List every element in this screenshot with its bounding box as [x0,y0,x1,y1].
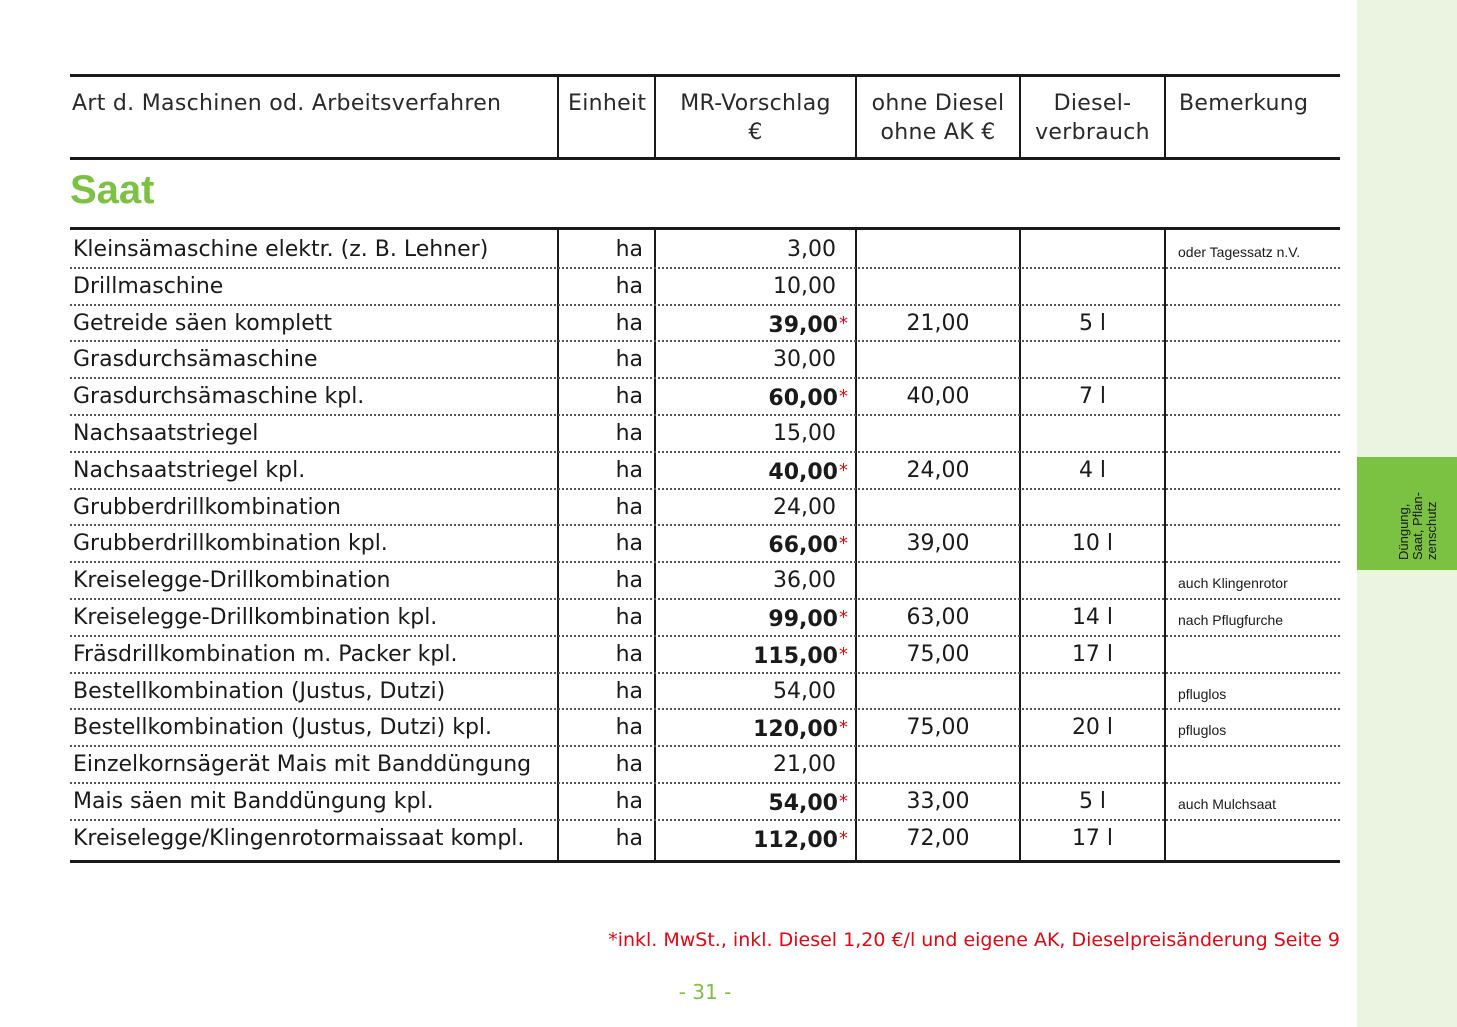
row-name: Bestellkombination (Justus, Dutzi) [73,679,446,704]
header-col-ohne [857,89,1019,147]
row-unit: ha [615,679,643,704]
footnote: *inkl. MwSt., inkl. Diesel 1,20 €/l und eigene AK, Dieselpreisänderung Seite 9 [608,929,1340,951]
header-col-remark: Bemerkung [1179,91,1309,116]
row-unit: ha [615,826,643,851]
row-unit: ha [615,531,643,556]
row-remark: oder Tagessatz n.V. [1178,244,1301,260]
row-ohne-diesel [857,674,1019,711]
row-name: Drillmaschine [73,274,224,299]
table-row [0,342,1457,379]
row-name: Einzelkornsägerät Mais mit Banddüngung [73,752,532,777]
row-mr-star: * [839,607,848,628]
row-unit: ha [615,752,643,777]
row-mr-price [655,379,848,416]
row-unit: ha [615,789,643,814]
table-row [0,784,1457,821]
row-unit: ha [615,421,643,446]
row-mr-star: * [839,460,848,481]
row-diesel-consumption: 5 l [1078,789,1107,814]
row-unit: ha [615,347,643,372]
row-name: Grasdurchsämaschine [73,347,318,372]
table-row [0,674,1457,711]
row-ohne-diesel [857,747,1019,784]
header-top-rule [70,74,1340,77]
table-row [0,710,1457,747]
row-mr-value: 115,00 [753,644,838,669]
header-col-diesel-line2: verbrauch [1035,120,1150,145]
chapter-tab-line-3: zenschutz [1424,501,1439,560]
header-col-mr [656,89,855,147]
row-mr-price [655,674,848,711]
row-ohne-diesel [857,490,1019,527]
row-ohne-diesel: 39,00 [906,531,970,556]
row-mr-star: * [839,313,848,334]
row-diesel-consumption [1021,747,1164,784]
row-mr-value: 39,00 [768,313,838,338]
row-mr-price [655,269,848,306]
row-mr-price [655,637,848,674]
row-diesel-consumption: 10 l [1071,531,1114,556]
row-ohne-diesel [857,416,1019,453]
table-row [0,379,1457,416]
row-mr-price [655,342,848,379]
header-col-name: Art d. Maschinen od. Arbeitsverfahren [72,91,502,116]
row-diesel-consumption [1021,490,1164,527]
row-ohne-diesel [857,342,1019,379]
row-remark: auch Mulchsaat [1178,796,1277,812]
header-col-mr-line1: MR-Vorschlag [680,91,831,116]
chapter-tab-line-1: Düngung, [1396,503,1411,560]
row-mr-value: 3,00 [787,237,836,262]
row-mr-value: 112,00 [753,828,838,853]
row-mr-price [655,710,848,747]
row-mr-price [655,600,848,637]
row-mr-price [655,306,848,343]
header-col-unit: Einheit [568,91,647,116]
row-mr-value: 60,00 [768,386,838,411]
row-diesel-consumption [1021,232,1164,269]
row-mr-star: * [839,533,848,554]
row-remark: auch Klingenrotor [1178,575,1288,591]
row-ohne-diesel: 21,00 [906,311,970,336]
row-diesel-consumption [1021,416,1164,453]
row-remark: nach Pflugfurche [1178,612,1284,628]
row-mr-value: 54,00 [768,791,838,816]
row-mr-value: 54,00 [773,679,836,704]
row-ohne-diesel: 24,00 [906,458,970,483]
row-name: Grubberdrillkombination kpl. [73,531,388,556]
row-mr-price [655,747,848,784]
row-diesel-consumption: 7 l [1078,384,1107,409]
row-ohne-diesel: 33,00 [906,789,970,814]
header-col-mr-line2: € [748,120,763,145]
table-row [0,232,1457,269]
table-row [0,269,1457,306]
row-name: Mais säen mit Banddüngung kpl. [73,789,434,814]
row-unit: ha [615,715,643,740]
row-mr-star: * [839,828,848,849]
row-diesel-consumption [1021,269,1164,306]
row-ohne-diesel [857,563,1019,600]
table-row [0,306,1457,343]
row-unit: ha [615,605,643,630]
table-row [0,747,1457,784]
row-name: Kreiselegge/Klingenrotormaissaat kompl. [73,826,525,851]
header-col-diesel-line1: Diesel- [1053,91,1132,116]
row-mr-price [655,232,848,269]
row-mr-value: 15,00 [773,421,836,446]
header-col-diesel [1021,89,1164,147]
row-ohne-diesel: 63,00 [906,605,970,630]
row-mr-value: 40,00 [768,460,838,485]
row-mr-value: 99,00 [768,607,838,632]
row-unit: ha [615,642,643,667]
row-mr-value: 66,00 [768,533,838,558]
row-diesel-consumption [1021,674,1164,711]
row-name: Getreide säen komplett [73,311,333,336]
row-mr-value: 30,00 [773,347,836,372]
row-mr-value: 36,00 [773,568,836,593]
row-unit: ha [615,568,643,593]
row-mr-price [655,490,848,527]
row-mr-price [655,453,848,490]
row-remark: pfluglos [1178,722,1227,738]
table-row [0,637,1457,674]
row-diesel-consumption: 14 l [1071,605,1114,630]
header-divider-5 [1164,76,1166,158]
row-diesel-consumption [1021,563,1164,600]
row-diesel-consumption: 20 l [1071,715,1114,740]
table-row [0,821,1457,858]
row-name: Kleinsämaschine elektr. (z. B. Lehner) [73,237,489,262]
row-remark: pfluglos [1178,686,1227,702]
table-row [0,490,1457,527]
header-divider-1 [557,76,559,158]
row-unit: ha [615,495,643,520]
table-bottom-rule [70,860,1340,863]
row-mr-value: 10,00 [773,274,836,299]
header-col-ohne-line2: ohne AK € [880,120,996,145]
row-name: Nachsaatstriegel [73,421,259,446]
row-mr-star: * [839,644,848,665]
row-diesel-consumption: 4 l [1078,458,1107,483]
table-row [0,600,1457,637]
row-unit: ha [615,237,643,262]
row-mr-star: * [839,791,848,812]
row-ohne-diesel [857,232,1019,269]
table-row [0,526,1457,563]
row-diesel-consumption [1021,342,1164,379]
row-mr-price [655,416,848,453]
row-name: Bestellkombination (Justus, Dutzi) kpl. [73,715,493,740]
row-mr-price [655,821,848,858]
header-col-ohne-line1: ohne Diesel [871,91,1005,116]
table-row [0,563,1457,600]
row-unit: ha [615,274,643,299]
header-bottom-rule [70,157,1340,160]
row-name: Fräsdrillkombination m. Packer kpl. [73,642,458,667]
page-number: - 31 - [678,980,732,1004]
row-mr-price [655,784,848,821]
row-mr-value: 21,00 [773,752,836,777]
row-unit: ha [615,458,643,483]
row-diesel-consumption: 17 l [1071,826,1114,851]
table-top-rule [70,227,1340,230]
row-diesel-consumption: 5 l [1078,311,1107,336]
section-title: Saat [70,168,155,212]
row-name: Kreiselegge-Drillkombination kpl. [73,605,438,630]
row-ohne-diesel: 75,00 [906,715,970,740]
table-row [0,416,1457,453]
row-name: Kreiselegge-Drillkombination [73,568,391,593]
chapter-tab-line-2: Saat, Pflan- [1410,492,1425,560]
row-unit: ha [615,384,643,409]
row-name: Grasdurchsämaschine kpl. [73,384,365,409]
row-ohne-diesel [857,269,1019,306]
row-mr-value: 120,00 [753,717,838,742]
row-unit: ha [615,311,643,336]
row-ohne-diesel: 75,00 [906,642,970,667]
row-name: Nachsaatstriegel kpl. [73,458,306,483]
row-mr-price [655,526,848,563]
row-mr-price [655,563,848,600]
table-row [0,453,1457,490]
row-name: Grubberdrillkombination [73,495,341,520]
row-diesel-consumption: 17 l [1071,642,1114,667]
row-ohne-diesel: 40,00 [906,384,970,409]
row-ohne-diesel: 72,00 [906,826,970,851]
row-mr-star: * [839,717,848,738]
row-mr-star: * [839,386,848,407]
row-mr-value: 24,00 [773,495,836,520]
